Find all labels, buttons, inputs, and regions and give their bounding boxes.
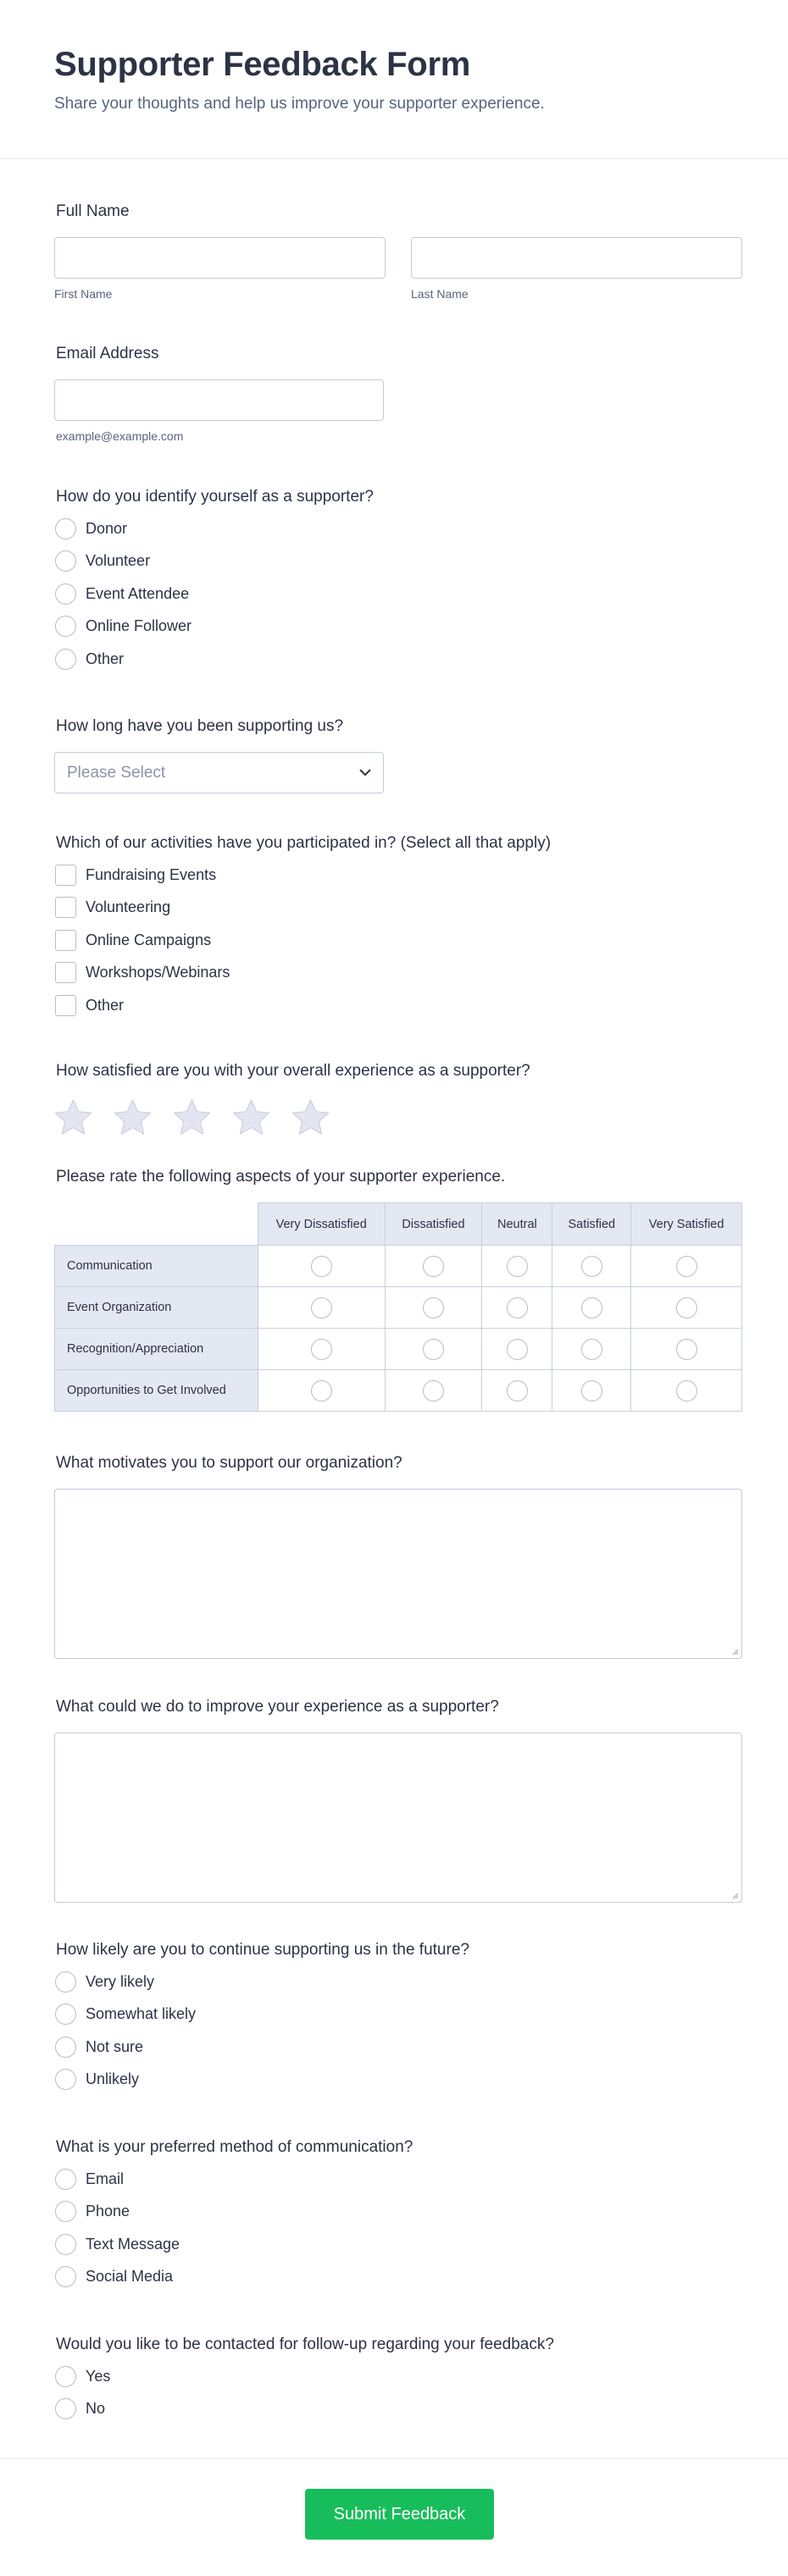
motivation-textarea[interactable] <box>54 1489 742 1659</box>
matrix-cell[interactable] <box>552 1287 631 1329</box>
checkbox[interactable] <box>55 930 76 951</box>
matrix-corner <box>55 1203 258 1246</box>
star-icon[interactable] <box>53 1098 94 1137</box>
likely-option-label: Not sure <box>86 2037 144 2055</box>
followup-label: Would you like to be contacted for follow-up regarding your feedback? <box>56 2336 554 2353</box>
likely-option[interactable] <box>56 2064 742 2097</box>
radio-button[interactable] <box>55 2004 76 2025</box>
activities-option-label: Workshops/Webinars <box>86 964 230 981</box>
matrix-cell[interactable] <box>482 1246 552 1287</box>
satisfaction-field <box>56 1061 742 1137</box>
likely-option[interactable] <box>56 2031 742 2064</box>
radio-button[interactable] <box>311 1297 332 1318</box>
duration-field <box>56 716 742 793</box>
star-icon[interactable] <box>290 1098 331 1137</box>
first-name-sublabel: First Name <box>54 287 113 301</box>
chevron-down-icon <box>359 769 371 777</box>
email-sublabel: example@example.com <box>56 429 184 443</box>
star-icon[interactable] <box>112 1098 153 1137</box>
radio-button[interactable] <box>423 1256 444 1277</box>
matrix-column-header: Very Satisfied <box>631 1203 742 1246</box>
matrix-row-label: Opportunities to Get Involved <box>55 1370 258 1412</box>
form-title: Supporter Feedback Form <box>54 46 470 83</box>
radio-button[interactable] <box>423 1380 444 1401</box>
matrix-column-header: Very Dissatisfied <box>258 1203 385 1246</box>
radio-button[interactable] <box>55 2069 76 2090</box>
improve-textarea[interactable] <box>54 1733 742 1903</box>
matrix-cell[interactable] <box>631 1246 742 1287</box>
radio-button[interactable] <box>55 2398 76 2419</box>
form-header <box>0 0 788 159</box>
followup-option-label: Yes <box>86 2367 111 2385</box>
followup-field <box>56 2335 742 2425</box>
radio-button[interactable] <box>311 1380 332 1401</box>
satisfaction-label: How satisfied are you with your overall experience as a supporter? <box>56 1062 530 1080</box>
identify-option[interactable] <box>56 578 742 611</box>
activities-option-label: Other <box>86 996 125 1014</box>
full-name-field <box>56 202 742 301</box>
duration-label: How long have you been supporting us? <box>56 717 344 735</box>
matrix-row-label: Recognition/Appreciation <box>55 1329 258 1370</box>
radio-button[interactable] <box>55 1971 76 1993</box>
matrix-row-label: Event Organization <box>55 1287 258 1329</box>
radio-button[interactable] <box>507 1380 528 1401</box>
communication-option[interactable] <box>56 2261 742 2294</box>
likely-option[interactable] <box>56 1965 742 1998</box>
duration-selected-value: Please Select <box>67 763 166 782</box>
matrix-cell[interactable] <box>482 1329 552 1370</box>
improve-field <box>56 1697 742 1903</box>
matrix-cell[interactable] <box>385 1287 482 1329</box>
activities-option[interactable] <box>56 859 742 892</box>
submit-button[interactable]: Submit Feedback <box>305 2489 494 2540</box>
matrix-column-header: Dissatisfied <box>385 1203 482 1246</box>
activities-option[interactable] <box>56 924 742 957</box>
matrix-cell[interactable] <box>385 1370 482 1412</box>
radio-button[interactable] <box>55 616 76 637</box>
likely-option[interactable] <box>56 1998 742 2032</box>
communication-option-label: Social Media <box>86 2268 174 2286</box>
communication-option[interactable] <box>56 2163 742 2196</box>
likely-field <box>56 1940 742 2096</box>
identify-label: How do you identify yourself as a supporter? <box>56 488 374 506</box>
likely-option-label: Unlikely <box>86 2070 140 2088</box>
matrix-cell[interactable] <box>385 1329 482 1370</box>
activities-option[interactable] <box>56 892 742 925</box>
motivation-label: What motivates you to support our organization? <box>56 1454 402 1472</box>
email-input[interactable] <box>54 379 384 421</box>
identify-option[interactable] <box>56 643 742 676</box>
matrix-cell[interactable] <box>258 1246 385 1287</box>
matrix-row <box>55 1370 742 1412</box>
radio-button[interactable] <box>55 649 76 670</box>
matrix-column-header: Satisfied <box>552 1203 631 1246</box>
radio-button[interactable] <box>55 583 76 605</box>
identify-option-label: Online Follower <box>86 617 192 635</box>
identify-option[interactable] <box>56 512 742 545</box>
email-field <box>56 344 742 443</box>
radio-button[interactable] <box>581 1380 602 1401</box>
full-name-label: Full Name <box>56 202 130 220</box>
star-icon[interactable] <box>230 1098 272 1137</box>
matrix-row <box>55 1329 742 1370</box>
radio-button[interactable] <box>55 2169 76 2190</box>
identify-option[interactable] <box>56 611 742 644</box>
footer-divider <box>0 2458 788 2459</box>
communication-option[interactable] <box>56 2228 742 2261</box>
followup-option-label: No <box>86 2400 106 2418</box>
identify-option-label: Other <box>86 650 125 667</box>
radio-button[interactable] <box>676 1339 697 1360</box>
matrix-cell[interactable] <box>385 1246 482 1287</box>
identify-field <box>56 487 742 676</box>
last-name-sublabel: Last Name <box>411 287 469 301</box>
radio-button[interactable] <box>423 1339 444 1360</box>
followup-option[interactable] <box>56 2360 742 2393</box>
radio-button[interactable] <box>507 1256 528 1277</box>
matrix-cell[interactable] <box>631 1329 742 1370</box>
matrix-cell[interactable] <box>258 1287 385 1329</box>
radio-button[interactable] <box>55 2366 76 2387</box>
radio-button[interactable] <box>423 1297 444 1318</box>
activities-label: Which of our activities have you participated in? (Select all that apply) <box>56 834 552 852</box>
communication-field <box>56 2137 742 2293</box>
matrix-row-label: Communication <box>55 1246 258 1287</box>
radio-button[interactable] <box>311 1339 332 1360</box>
identify-option-label: Donor <box>86 519 128 537</box>
identify-option-label: Event Attendee <box>86 584 190 602</box>
form-subtitle: Share your thoughts and help us improve your supporter experience. <box>54 95 545 113</box>
matrix-cell[interactable] <box>258 1370 385 1412</box>
matrix-cell[interactable] <box>631 1370 742 1412</box>
activities-option-label: Online Campaigns <box>86 931 212 948</box>
identify-option-label: Volunteer <box>86 552 151 570</box>
radio-button[interactable] <box>507 1339 528 1360</box>
checkbox[interactable] <box>55 865 76 886</box>
communication-option-label: Email <box>86 2170 125 2187</box>
radio-button[interactable] <box>311 1256 332 1277</box>
checkbox[interactable] <box>55 897 76 918</box>
identify-option[interactable] <box>56 545 742 578</box>
activities-option[interactable] <box>56 989 742 1022</box>
radio-button[interactable] <box>55 2037 76 2058</box>
activities-field <box>56 833 742 1022</box>
radio-button[interactable] <box>55 2234 76 2255</box>
motivation-field <box>56 1453 742 1659</box>
communication-label: What is your preferred method of communication? <box>56 2138 413 2156</box>
communication-option-label: Text Message <box>86 2235 180 2253</box>
activities-option[interactable] <box>56 957 742 990</box>
likely-label: How likely are you to continue supporting us in the future? <box>56 1941 469 1959</box>
star-rating <box>53 1098 742 1137</box>
matrix-column-header: Neutral <box>482 1203 552 1246</box>
rating-matrix <box>54 1202 742 1412</box>
radio-button[interactable] <box>55 2266 76 2287</box>
matrix-row <box>55 1287 742 1329</box>
radio-button[interactable] <box>676 1297 697 1318</box>
radio-button[interactable] <box>676 1256 697 1277</box>
activities-option-label: Volunteering <box>86 898 171 916</box>
matrix-cell[interactable] <box>552 1370 631 1412</box>
radio-button[interactable] <box>581 1256 602 1277</box>
matrix-cell[interactable] <box>552 1246 631 1287</box>
matrix-cell[interactable] <box>631 1287 742 1329</box>
likely-option-label: Very likely <box>86 1972 155 1990</box>
checkbox[interactable] <box>55 995 76 1016</box>
radio-button[interactable] <box>55 518 76 539</box>
radio-button[interactable] <box>507 1297 528 1318</box>
matrix-cell[interactable] <box>258 1329 385 1370</box>
matrix-row <box>55 1246 742 1287</box>
first-name-input[interactable] <box>54 237 386 279</box>
matrix-cell[interactable] <box>552 1329 631 1370</box>
checkbox[interactable] <box>55 962 76 983</box>
resize-handle-icon[interactable] <box>730 1891 739 1899</box>
improve-label: What could we do to improve your experience as a supporter? <box>56 1698 499 1716</box>
matrix-cell[interactable] <box>482 1370 552 1412</box>
radio-button[interactable] <box>581 1339 602 1360</box>
activities-option-label: Fundraising Events <box>86 865 217 883</box>
radio-button[interactable] <box>581 1297 602 1318</box>
duration-select[interactable] <box>54 752 384 793</box>
star-icon[interactable] <box>171 1098 213 1137</box>
communication-option-label: Phone <box>86 2203 130 2220</box>
radio-button[interactable] <box>55 2201 76 2222</box>
radio-button[interactable] <box>676 1380 697 1401</box>
radio-button[interactable] <box>55 550 76 572</box>
communication-option[interactable] <box>56 2196 742 2229</box>
resize-handle-icon[interactable] <box>730 1647 739 1656</box>
last-name-input[interactable] <box>411 237 742 279</box>
matrix-field <box>56 1167 742 1412</box>
matrix-cell[interactable] <box>482 1287 552 1329</box>
followup-option[interactable] <box>56 2393 742 2426</box>
matrix-label: Please rate the following aspects of your supporter experience. <box>56 1168 506 1186</box>
likely-option-label: Somewhat likely <box>86 2005 197 2023</box>
email-label: Email Address <box>56 345 159 362</box>
